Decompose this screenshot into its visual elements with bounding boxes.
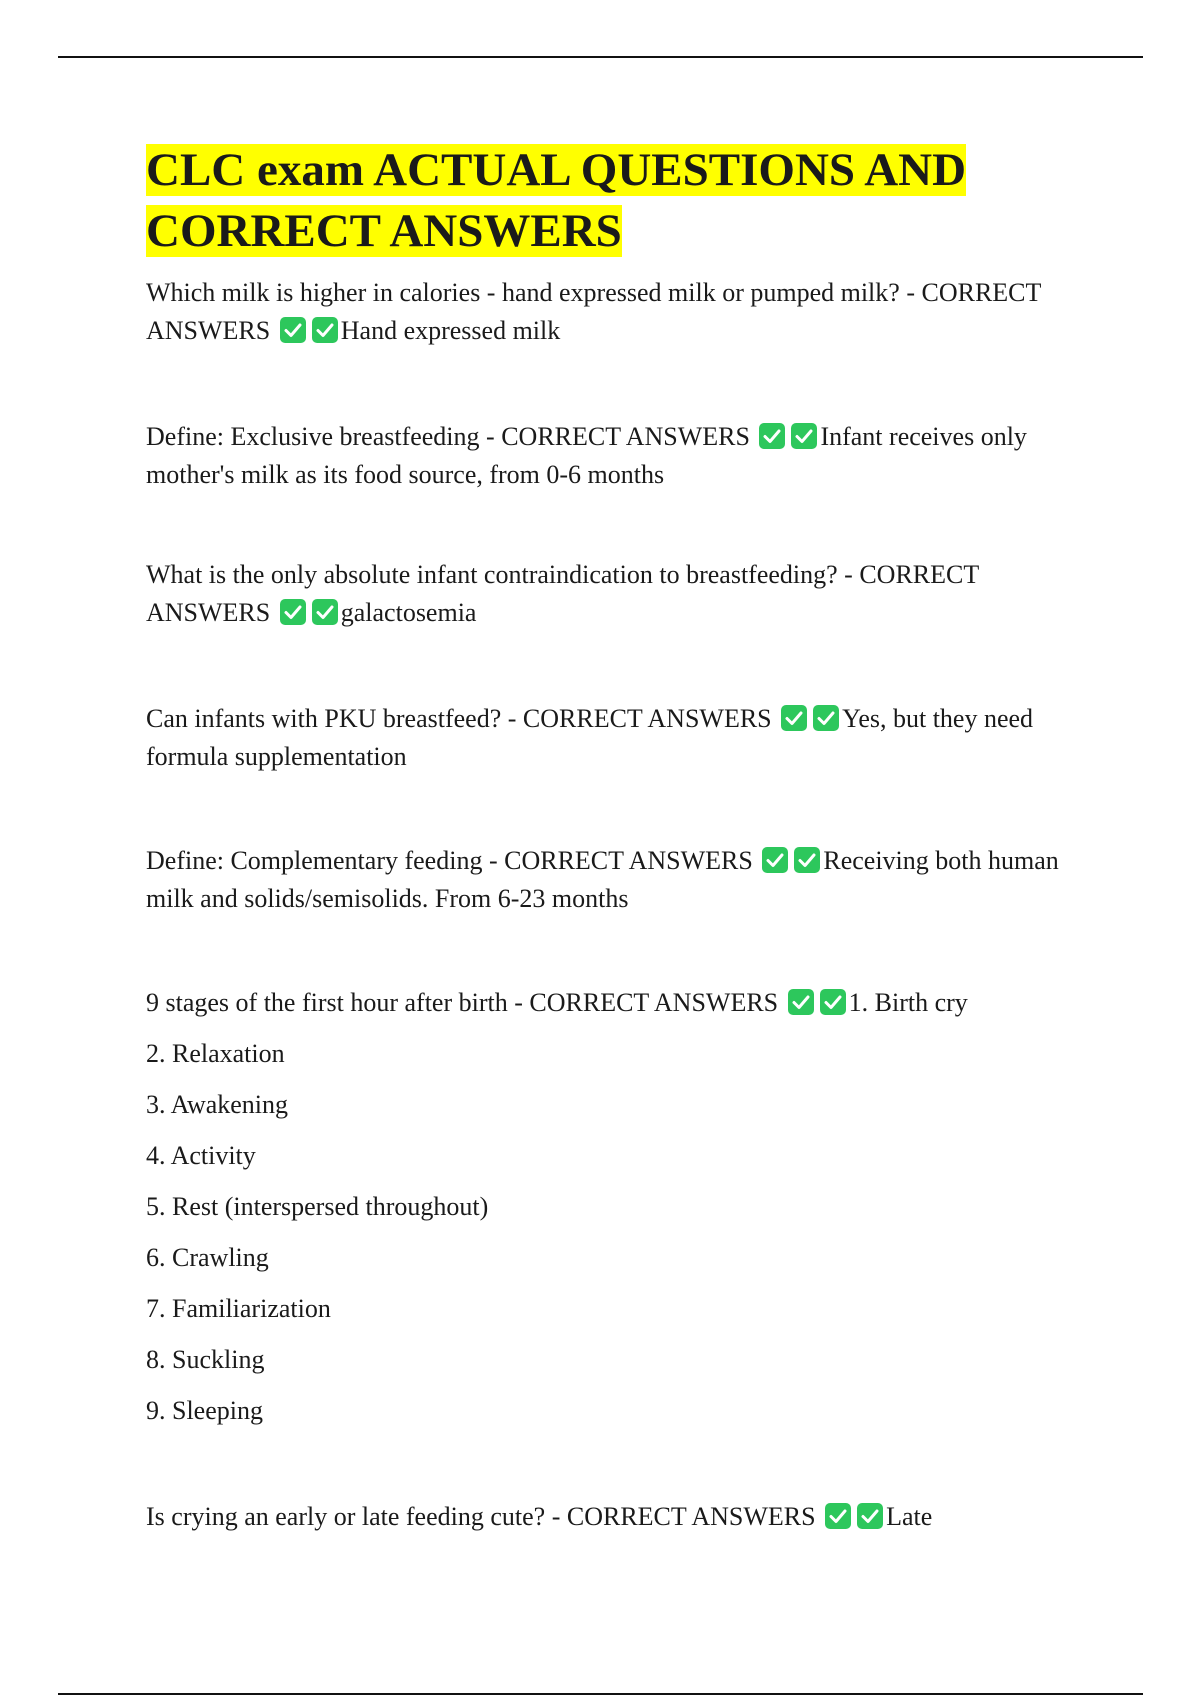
- list-item: 9. Sleeping: [146, 1396, 263, 1425]
- qa-item: [146, 842, 1066, 918]
- question-text: What is the only absolute infant contraindication to breastfeeding? -: [146, 560, 860, 589]
- checkmark-icon: [762, 847, 788, 873]
- checkmark-icon: [820, 989, 846, 1015]
- answer-text: 1. Birth cry: [848, 988, 968, 1017]
- checkmark-icon: [788, 989, 814, 1015]
- checkmark-icon: [791, 423, 817, 449]
- qa-item: [146, 1498, 1066, 1536]
- answer-marker: CORRECT ANSWERS: [501, 422, 750, 451]
- answer-text: Late: [886, 1502, 933, 1531]
- list-item: 5. Rest (interspersed throughout): [146, 1192, 489, 1221]
- checkmark-icon: [813, 705, 839, 731]
- answer-text: Infant receives only mother's milk as its food source, from 0-6 months: [146, 422, 1027, 489]
- bottom-rule: [58, 1693, 1143, 1695]
- answer-text: galactosemia: [340, 598, 477, 627]
- answer-marker: CORRECT ANSWERS: [504, 846, 753, 875]
- document-title: [146, 140, 1066, 262]
- qa-item: [146, 274, 1066, 350]
- question-text: 9 stages of the first hour after birth -: [146, 988, 530, 1017]
- answer-marker: CORRECT ANSWERS: [566, 1502, 816, 1531]
- answer-text: Hand expressed milk: [340, 316, 561, 345]
- stages-list: [146, 1035, 1066, 1430]
- answer-marker: CORRECT ANSWERS: [146, 278, 1041, 345]
- checkmark-icon: [280, 317, 306, 343]
- qa-item: [146, 418, 1066, 494]
- answer-marker: CORRECT ANSWERS: [529, 988, 779, 1017]
- checkmark-icon: [280, 599, 306, 625]
- list-item: 6. Crawling: [146, 1243, 269, 1272]
- top-rule: [58, 56, 1143, 58]
- answer-marker: CORRECT ANSWERS: [146, 560, 979, 627]
- checkmark-icon: [312, 599, 338, 625]
- question-text: Is crying an early or late feeding cute? -: [146, 1502, 567, 1531]
- list-item: 8. Suckling: [146, 1345, 265, 1374]
- question-text: Define: Complementary feeding -: [146, 846, 505, 875]
- answer-text: Yes, but they need formula supplementation: [146, 704, 1034, 771]
- title-line-1: CLC exam ACTUAL QUESTIONS AND: [146, 144, 967, 196]
- qa-item: [146, 700, 1066, 776]
- question-text: Can infants with PKU breastfeed? -: [146, 704, 523, 733]
- list-item: 2. Relaxation: [146, 1039, 285, 1068]
- checkmark-icon: [781, 705, 807, 731]
- list-item: 7. Familiarization: [146, 1294, 331, 1323]
- checkmark-icon: [857, 1503, 883, 1529]
- list-item: 3. Awakening: [146, 1090, 289, 1119]
- title-line-2: CORRECT ANSWERS: [146, 205, 622, 257]
- answer-text: Receiving both human milk and solids/semisolids. From 6-23 months: [146, 846, 1059, 913]
- question-text: Which milk is higher in calories - hand expressed milk or pumped milk? -: [146, 278, 922, 307]
- answer-marker: CORRECT ANSWERS: [522, 704, 772, 733]
- qa-item: [146, 556, 1066, 632]
- checkmark-icon: [825, 1503, 851, 1529]
- checkmark-icon: [759, 423, 785, 449]
- qa-item: [146, 984, 1066, 1022]
- checkmark-icon: [312, 317, 338, 343]
- question-text: Define: Exclusive breastfeeding -: [146, 422, 502, 451]
- list-item: 4. Activity: [146, 1141, 256, 1170]
- document-body: [146, 140, 1066, 1536]
- checkmark-icon: [794, 847, 820, 873]
